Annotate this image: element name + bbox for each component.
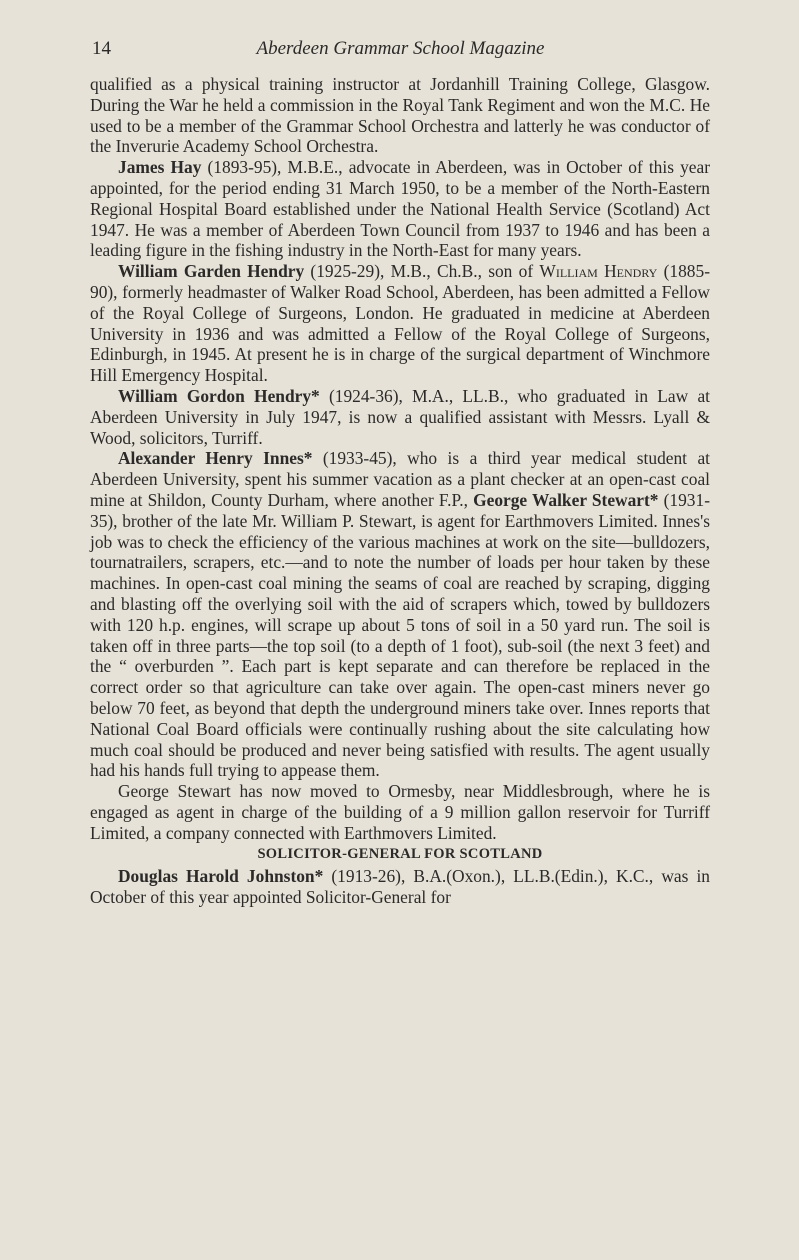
paragraph-text: (1931-35), brother of the late Mr. William P. Stewart, is agent for Earthmovers Limited. Innes's job was to check the efficiency of the various machines at work on the site—bulldozers, tournatrailers, scrapers, etc.—and to note the number of loads per hour taken by these machines. In open-cast coal mining the seams of coal are reached by scraping, digging and blasting off the overlying soil with the aid of scrapers which, towed by bulldozers with 120 h.p. engines, will scrape up about 5 tons of soil in a 50 yard run. The soil is taken off in three parts—the top soil (to a depth of 1 foot), sub-soil (the next 3 feet) and the “ overburden ”. Each part is kept separate and can therefore be replaced in the correct order so that agriculture can take over again. The open-cast miners never go below 70 feet, as beyond that depth the underground miners take over. Innes reports that National Coal Board officials were continually rushing about the site calculating how much coal should be produced and never being satisfied with results. The agent usually had his hands full trying to appease them.	[90, 489, 710, 781]
person-name: George Walker Stewart*	[473, 489, 659, 510]
person-name: James Hay	[118, 157, 202, 178]
entry-douglas-harold-johnston	[90, 866, 710, 908]
entry-william-gordon-hendry	[90, 386, 710, 448]
entry-william-garden-hendry	[90, 261, 710, 386]
paragraph-text: (1885-90), formerly headmaster of Walker Road School, Aberdeen, has been admitted a Fellow of the Royal College of Surgeons, London. He graduated in medicine at Aberdeen University in 1936 and was admitted a Fellow of the Royal College of Surgeons, Edinburgh, in 1945. At present he is in charge of the surgical department of Winchmore Hill Emergency Hospital.	[90, 261, 710, 386]
person-name: William Garden Hendry	[118, 261, 305, 282]
paragraph-text: (1924-36), M.A., LL.B., who graduated in Law at Aberdeen University in July 1947, is now a qualified assistant with Messrs. Lyall & Wood, solicitors, Turriff.	[90, 385, 710, 448]
paragraph-text: qualified as a physical training instructor at Jordanhill Training College, Glasgow. During the War he held a commission in the Royal Tank Regiment and won the M.C. He used to be a member of the Grammar School Orchestra and latterly he was conductor of the Inverurie Academy School Orchestra.	[90, 74, 710, 157]
entry-george-stewart	[90, 781, 710, 843]
running-title: Aberdeen Grammar School Magazine	[256, 38, 545, 59]
section-heading: SOLICITOR-GENERAL FOR SCOTLAND	[257, 846, 543, 863]
entry-james-hay	[90, 157, 710, 261]
person-name: William Gordon Hendry*	[118, 385, 320, 406]
paragraph-continuation	[90, 74, 710, 157]
page-number: 14	[92, 38, 111, 59]
paragraph-text: George Stewart has now moved to Ormesby, near Middlesbrough, where he is engaged as agent in charge of the building of a 9 million gallon reservoir for Turriff Limited, a company connected with Earthmovers Limited.	[90, 781, 710, 843]
person-name: Alexander Henry Innes*	[118, 448, 313, 469]
entry-alexander-henry-innes	[90, 448, 710, 781]
person-name: Douglas Harold Johnston*	[118, 866, 324, 887]
paragraph-text: (1925-29), M.B., Ch.B., son of	[304, 261, 540, 282]
paragraph-text: (1933-45), who is a third year medical student at Aberdeen University, spent his summer vacation as a plant checker at an open-cast coal mine at Shildon, County Durham, where another F.P.,	[90, 448, 710, 510]
page-header	[92, 38, 709, 68]
person-name-small-caps: William Hendry	[539, 261, 658, 282]
paragraph-text: (1913-26), B.A.(Oxon.), LL.B.(Edin.), K.C., was in October of this year appointed Solicitor-General for	[90, 866, 710, 908]
paragraph-text: (1893-95), M.B.E., advocate in Aberdeen, was in October of this year appointed, for the period ending 31 March 1950, to be a member of the North-Eastern Regional Hospital Board established under the National Health Service (Scotland) Act 1947. He was a member of Aberdeen Town Council from 1937 to 1946 and has been a leading figure in the fishing industry in the North-East for many years.	[90, 157, 710, 261]
article-body	[90, 74, 710, 908]
